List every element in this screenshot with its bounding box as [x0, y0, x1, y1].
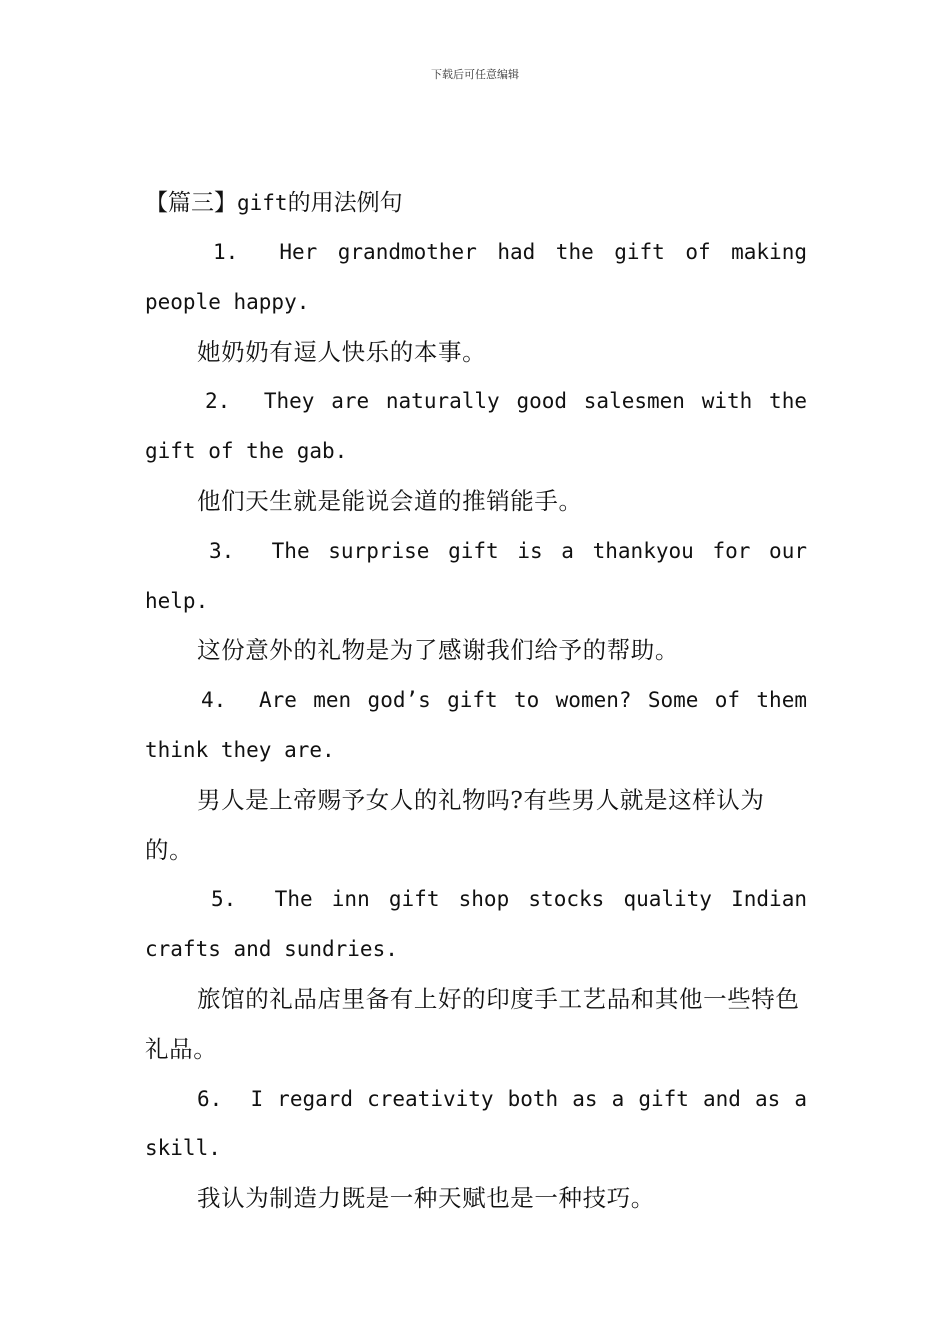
example-chinese: 男人是上帝赐予女人的礼物吗?有些男人就是这样认为的。 [145, 785, 765, 864]
example-number: 6. [197, 1086, 223, 1111]
example-english [145, 228, 807, 328]
example-number: 1. [213, 240, 239, 264]
example-chinese: 她奶奶有逗人快乐的本事。 [197, 337, 487, 366]
example-sentence: They are naturally good salesmen with the gift of the gab. [145, 389, 807, 464]
section-title [145, 178, 807, 228]
example-english [145, 1075, 807, 1175]
document-body [145, 178, 807, 1224]
example-english [145, 875, 807, 975]
example-english [145, 377, 807, 477]
example-number: 4. [201, 688, 227, 713]
example-sentence: The inn gift shop stocks quality Indian crafts and sundries. [145, 887, 807, 962]
example-english [145, 527, 807, 627]
example-number: 5. [211, 887, 237, 912]
example-number: 2. [205, 389, 231, 414]
title-suffix: 的用法例句 [287, 190, 403, 216]
example-english [145, 676, 807, 776]
title-prefix: 【篇三】 [145, 190, 237, 216]
example-sentence: Are men god’s gift to women? Some of them think they are. [145, 688, 807, 762]
header-note: 下载后可任意编辑 [431, 68, 519, 81]
example-sentence: I regard creativity both as a gift and as a skill. [145, 1086, 807, 1161]
example-sentence: The surprise gift is a thankyou for our help. [145, 538, 807, 613]
example-chinese: 他们天生就是能说会道的推销能手。 [197, 486, 583, 515]
example-sentence: Her grandmother had the gift of making people happy. [145, 240, 807, 314]
example-chinese: 这份意外的礼物是为了感谢我们给予的帮助。 [197, 636, 679, 665]
example-chinese: 我认为制造力既是一种天赋也是一种技巧。 [197, 1184, 655, 1213]
example-number: 3. [209, 538, 235, 563]
title-word: gift [237, 191, 288, 215]
example-chinese: 旅馆的礼品店里备有上好的印度手工艺品和其他一些特色礼品。 [145, 984, 800, 1063]
